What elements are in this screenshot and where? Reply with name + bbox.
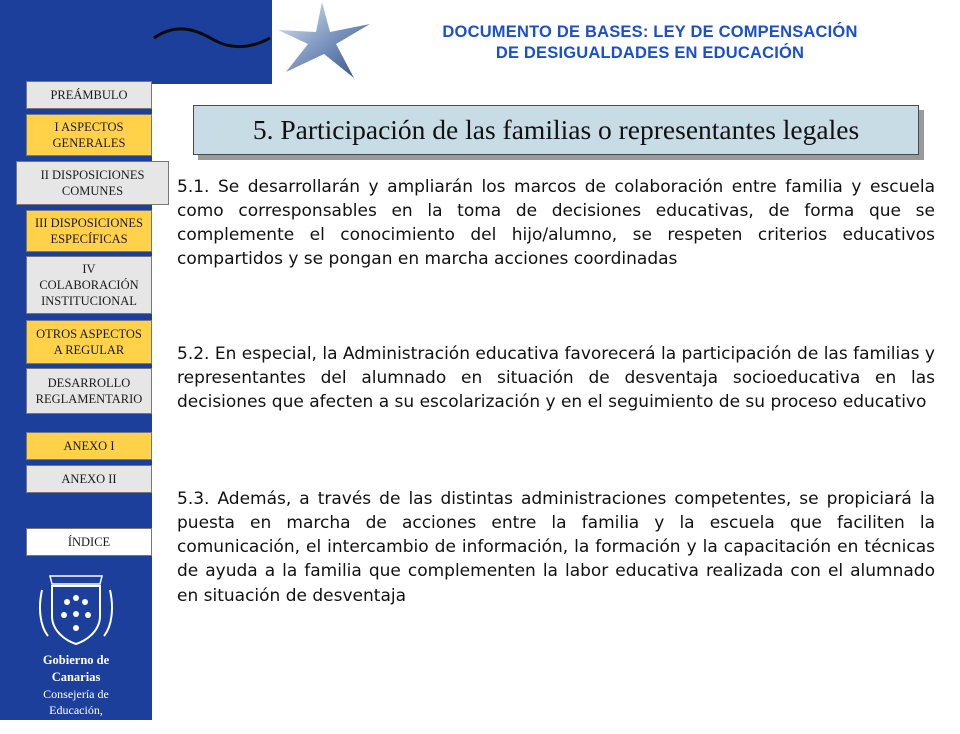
nav-anexo-2-button[interactable]: ANEXO II [26, 465, 152, 493]
coat-of-arms-icon [36, 570, 116, 648]
nav-preambulo-button[interactable]: PREÁMBULO [26, 81, 152, 109]
nav-disposiciones-comunes-button[interactable]: II DISPOSICIONES COMUNES [16, 161, 169, 205]
paragraph-5-2: 5.2. En especial, la Administración educativa favorecerá la participación de las familias y representantes del alumnado en situación de desventaja socioeducativa en las decisiones que afecten a su escolarización y en el seguimiento de su proceso educativo [177, 344, 935, 413]
nav-aspectos-generales-button[interactable]: I ASPECTOS GENERALES [26, 114, 152, 156]
logo-line-2: Consejería de Educación, [43, 686, 109, 717]
document-title-line1: DOCUMENTO DE BASES: LEY DE COMPENSACIÓN [442, 23, 858, 41]
wave-decoration [152, 0, 272, 84]
gobierno-canarias-logo [18, 570, 134, 734]
document-title-line2: DE DESIGUALDADES EN EDUCACIÓN [495, 44, 805, 63]
section-title-box [193, 105, 919, 155]
document-title [380, 22, 920, 65]
logo-line-1: Gobierno de Canarias [42, 653, 110, 684]
section-title: 5. Participación de las familias o representantes legales [252, 114, 860, 145]
nav-indice-button[interactable]: ÍNDICE [26, 528, 152, 556]
logo-line-3: Cultura y Deportes [30, 719, 122, 734]
nav-desarrollo-reglamentario-button[interactable]: DESARROLLO REGLAMENTARIO [26, 368, 152, 414]
paragraph-5-3: 5.3. Además, a través de las distintas administraciones competentes, se propiciará la puesta en marcha de acciones entre la familia y la escuela que faciliten la comunicación, el intercambio de información, la formación y la capacitación en técnicas de ayuda a la familia que complementen la labor educativa realizada con el alumnado en situación de desventaja [177, 489, 935, 606]
star-icon [272, 0, 377, 84]
paragraph-5-1: 5.1. Se desarrollarán y ampliarán los marcos de colaboración entre familia y escuela como corresponsables en la toma de decisiones educativas, de forma que se complemente el conocimiento del hijo/alumno, se respeten criterios educativos compartidos y se pongan en marcha acciones coordinadas [177, 177, 935, 270]
header-banner [152, 0, 272, 84]
nav-colaboracion-institucional-button[interactable]: IV COLABORACIÓN INSTITUCIONAL [26, 256, 152, 314]
nav-anexo-1-button[interactable]: ANEXO I [26, 432, 152, 460]
nav-disposiciones-especificas-button[interactable]: III DISPOSICIONES ESPECÍFICAS [26, 210, 152, 252]
nav-otros-aspectos-button[interactable]: OTROS ASPECTOS A REGULAR [26, 320, 152, 364]
